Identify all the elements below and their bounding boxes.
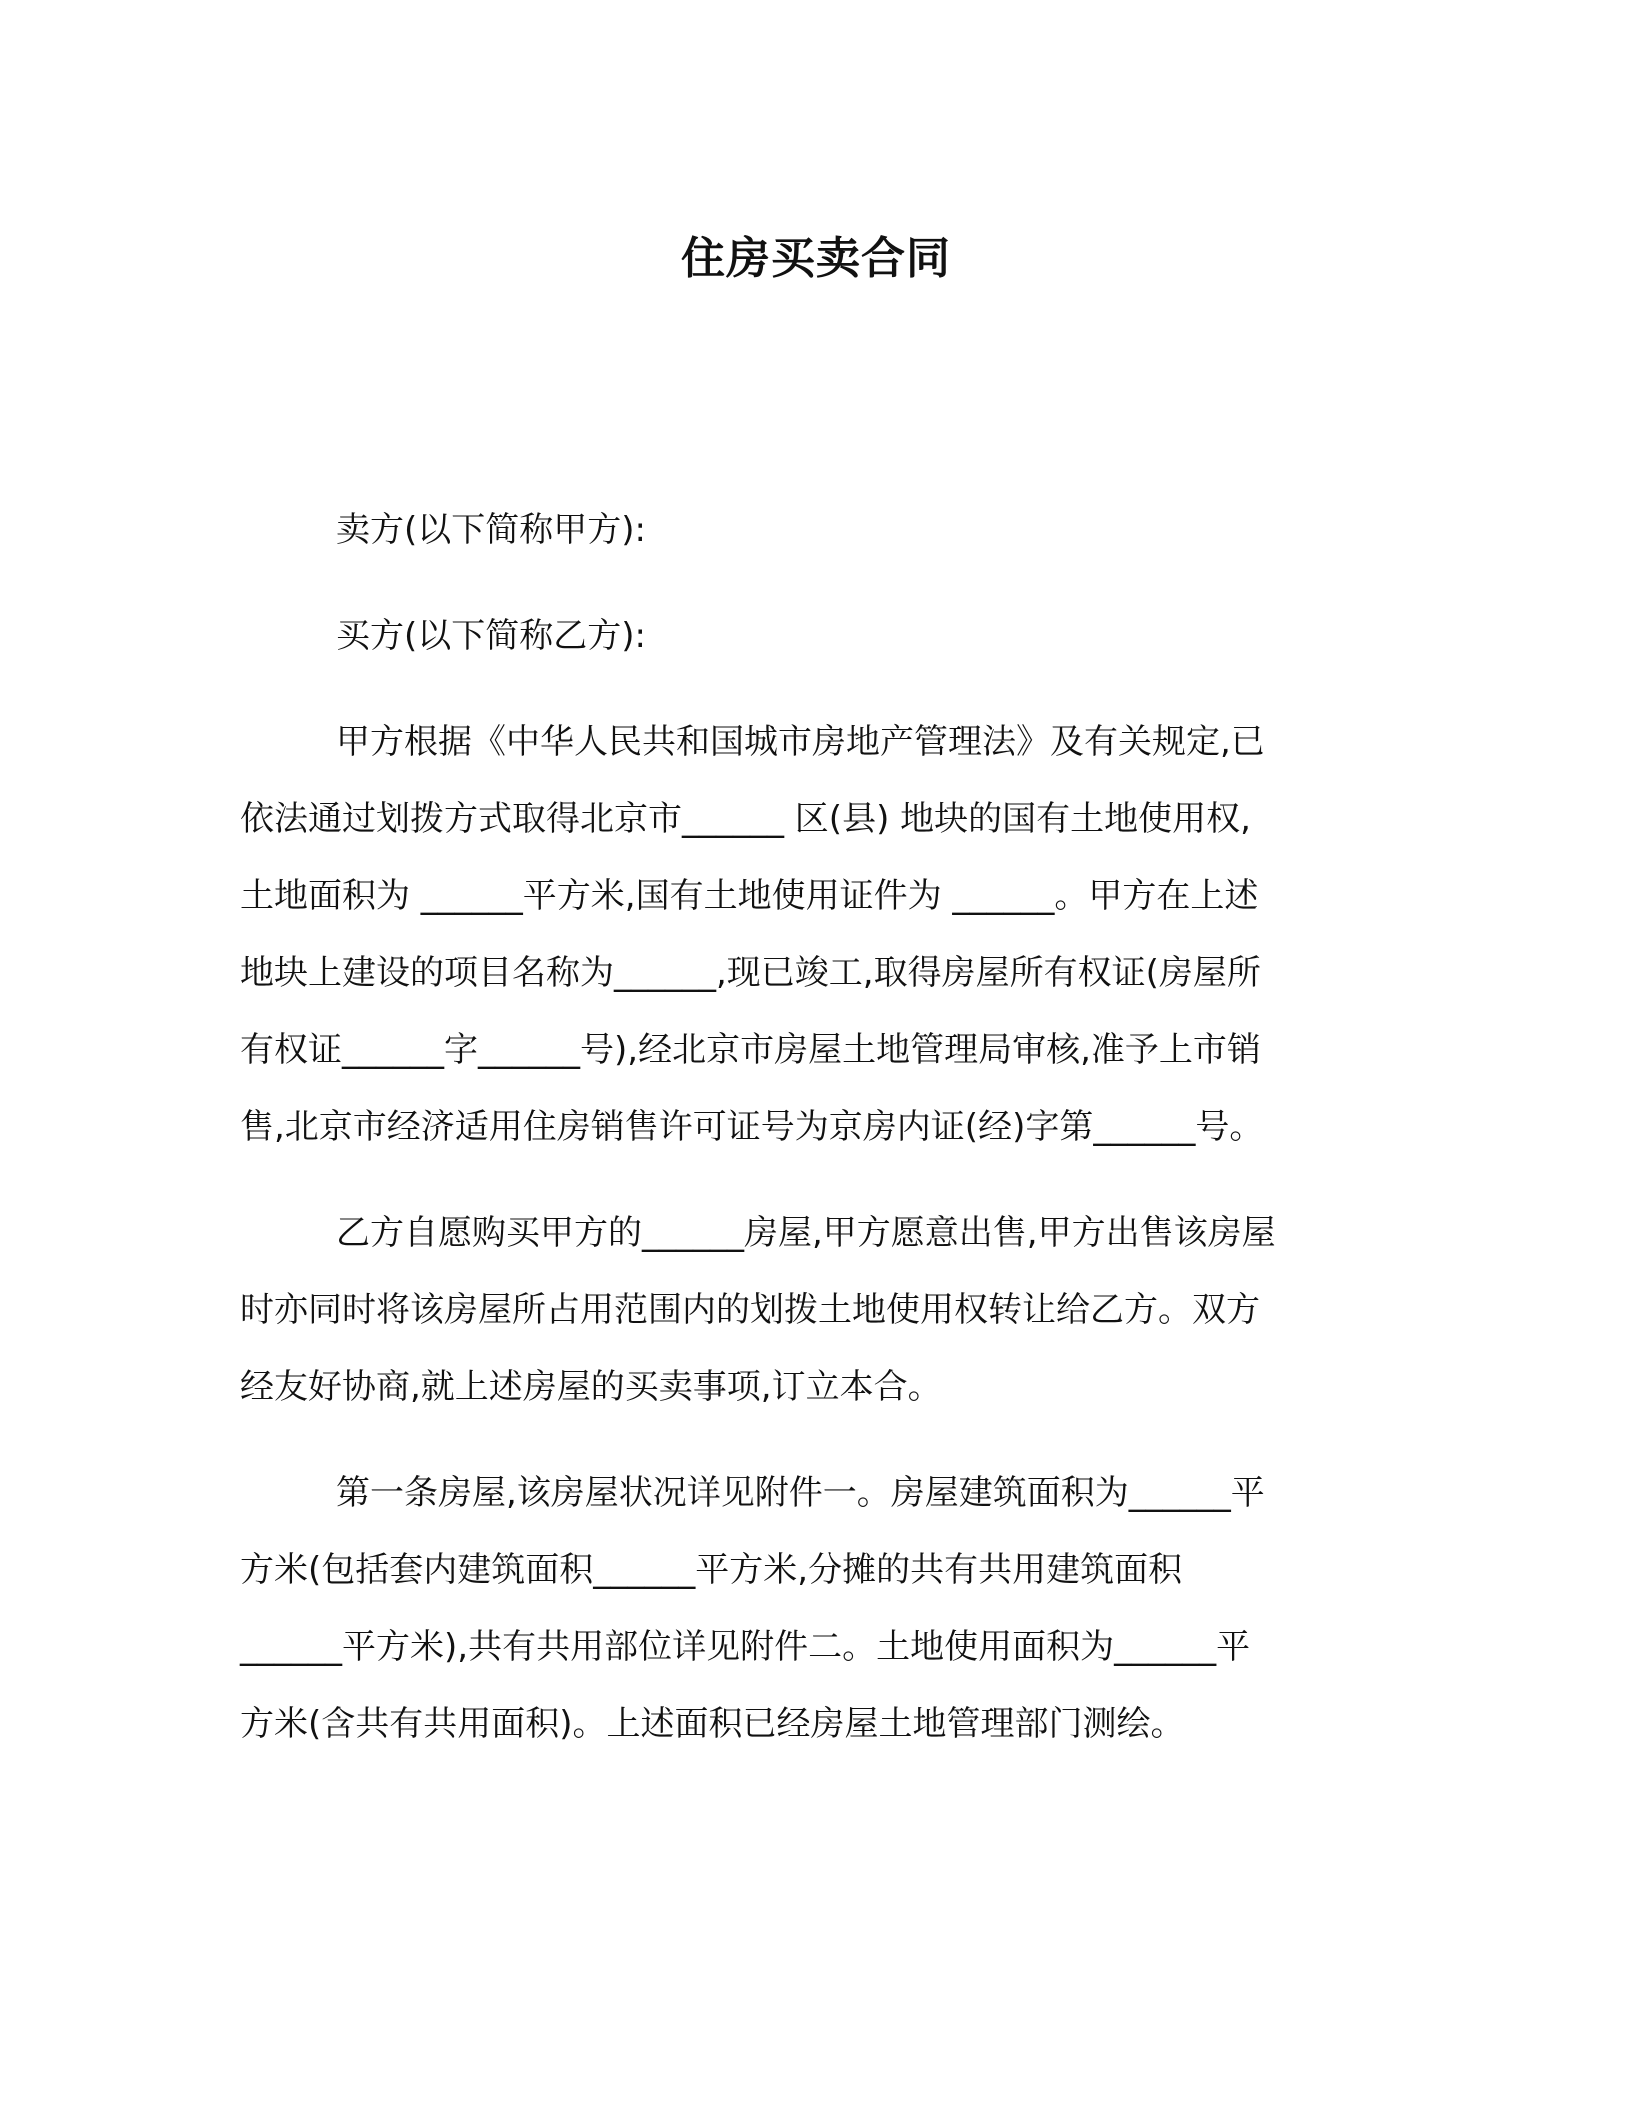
paragraph-line: ______平方米),共有共用部位详见附件二。土地使用面积为______平 <box>240 1627 1251 1667</box>
paragraph-line: 经友好协商,就上述房屋的买卖事项,订立本合。 <box>240 1367 942 1407</box>
seller-line: 卖方(以下简称甲方): <box>336 510 646 550</box>
paragraph-gap <box>240 675 1392 704</box>
paragraph-line: 时亦同时将该房屋所占用范围内的划拨土地使用权转让给乙方。双方 <box>240 1290 1260 1330</box>
paragraph-gap <box>240 1166 1392 1195</box>
paragraph-gap <box>240 569 1392 598</box>
paragraph-line: 地块上建设的项目名称为______,现已竣工,取得房屋所有权证(房屋所 <box>240 953 1261 993</box>
document-body <box>240 492 1392 1763</box>
paragraph-line: 甲方根据《中华人民共和国城市房地产管理法》及有关规定,已 <box>336 722 1265 762</box>
paragraph-line: 第一条房屋,该房屋状况详见附件一。房屋建筑面积为______平 <box>336 1473 1265 1513</box>
paragraph-line: 土地面积为 ______平方米,国有土地使用证件为 ______。甲方在上述 <box>240 876 1259 916</box>
buyer-line: 买方(以下简称乙方): <box>336 616 646 656</box>
document-title: 住房买卖合同 <box>681 233 951 284</box>
paragraph-line: 依法通过划拨方式取得北京市______ 区(县) 地块的国有土地使用权, <box>240 799 1251 839</box>
paragraph-line: 方米(包括套内建筑面积______平方米,分摊的共有共用建筑面积 <box>240 1550 1183 1590</box>
paragraph-line: 有权证______字______号),经北京市房屋土地管理局审核,准予上市销 <box>240 1030 1261 1070</box>
paragraph-line: 方米(含共有共用面积)。上述面积已经房屋土地管理部门测绘。 <box>240 1704 1185 1744</box>
paragraph-gap <box>240 1426 1392 1455</box>
paragraph-land-use-rights <box>240 704 1392 1166</box>
paragraph-line: 售,北京市经济适用住房销售许可证号为京房内证(经)字第______号。 <box>240 1107 1264 1147</box>
paragraph-purchase-agreement <box>240 1195 1392 1426</box>
paragraph-article-one <box>240 1455 1392 1763</box>
paragraph-line: 乙方自愿购买甲方的______房屋,甲方愿意出售,甲方出售该房屋 <box>336 1213 1276 1253</box>
